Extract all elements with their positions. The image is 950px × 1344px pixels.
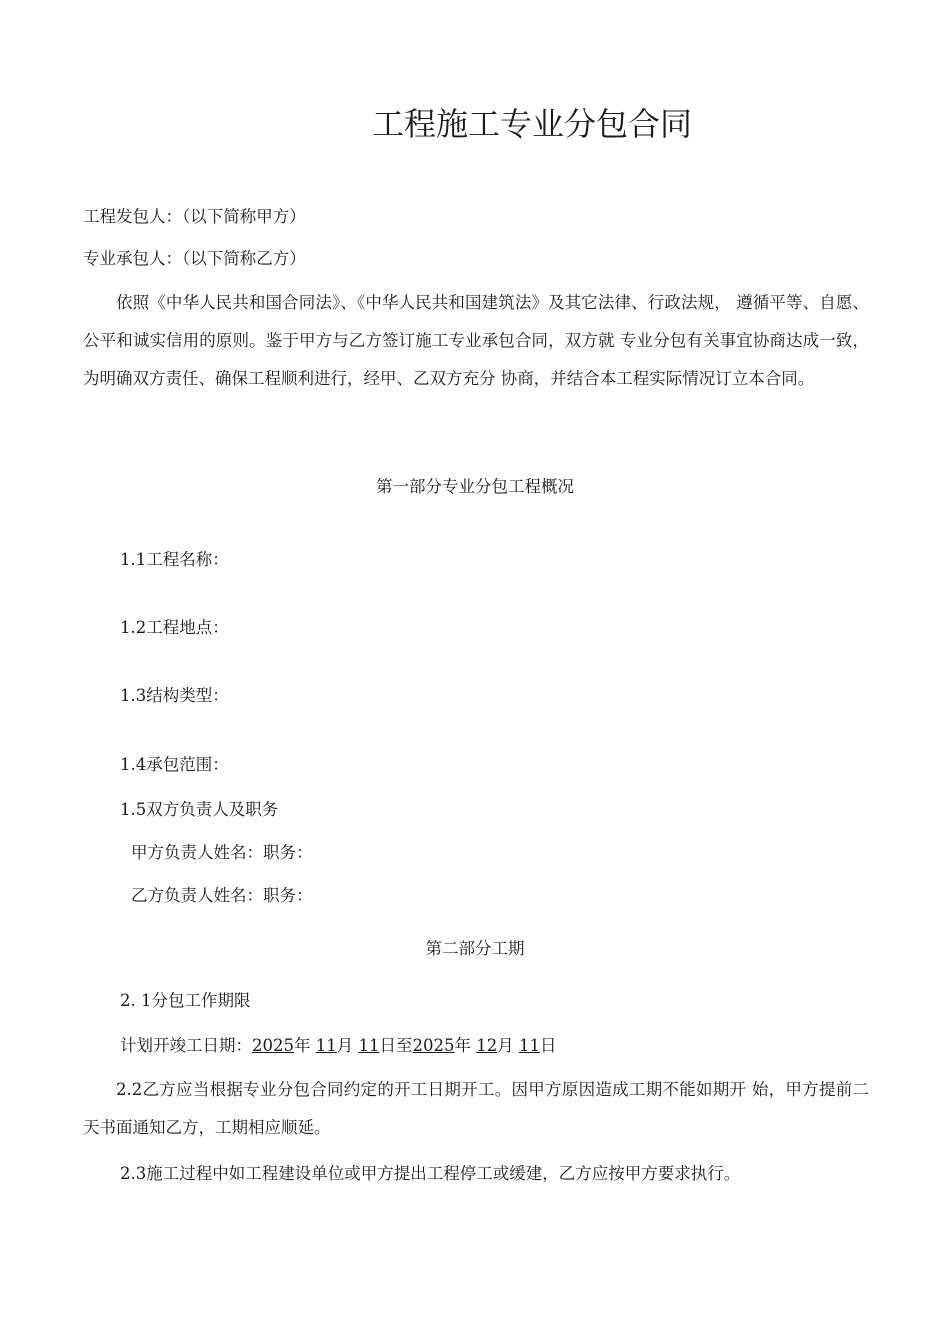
part1-heading: 第一部分专业分包工程概况	[376, 477, 574, 496]
end-year: 2025	[412, 1036, 455, 1055]
item-representatives: 1.5双方负责人及职务	[120, 800, 279, 819]
employer-line: 工程发包人：（以下简称甲方）	[83, 207, 306, 226]
end-day: 11	[519, 1036, 540, 1055]
preamble-paragraph: 依照《中华人民共和国合同法》、《中华人民共和国建筑法》及其它法律、行政法规， 遵循平等、自愿、公平和诚实信用的原则。鉴于甲方与乙方签订施工专业承包合同，双方就 专业分包有关事宜协商达成一致，为明确双方责任、确保工程顺利进行，经甲、乙双方充分 协商，并结合本工程实际情况订立本合同。	[83, 293, 869, 388]
party-a-representative: 甲方负责人姓名：职务：	[131, 843, 313, 862]
item-project-location: 1.2工程地点：	[120, 618, 229, 637]
party-b-representative: 乙方负责人姓名：职务：	[131, 886, 313, 905]
item-contract-scope: 1.4承包范围：	[120, 755, 229, 774]
contractor-line: 专业承包人：（以下简称乙方）	[83, 249, 306, 268]
end-month: 12	[476, 1036, 498, 1055]
start-day: 11	[358, 1036, 380, 1055]
range-to: 日至	[379, 1036, 413, 1055]
start-month: 11	[315, 1036, 337, 1055]
item-structure-type: 1.3结构类型：	[120, 686, 229, 705]
schedule-label: 计划开竣工日期：	[120, 1036, 252, 1055]
schedule-line	[120, 1036, 557, 1056]
part2-heading: 第二部分工期	[425, 939, 525, 958]
document-title: 工程施工专业分包合同	[372, 105, 693, 143]
unit-month-2: 月	[497, 1036, 514, 1055]
unit-month: 月	[336, 1036, 354, 1055]
item-commencement-clause: 2.2乙方应当根据专业分包合同约定的开工日期开工。因甲方原因造成工期不能如期开 始，甲方提前二天书面通知乙方，工期相应顺延。	[83, 1080, 869, 1137]
item-work-period: 2. 1分包工作期限	[120, 991, 251, 1010]
item-project-name: 1.1工程名称：	[120, 550, 229, 569]
unit-day: 日	[540, 1036, 557, 1055]
start-year: 2025	[252, 1036, 294, 1055]
unit-year-2: 年	[454, 1036, 471, 1055]
unit-year: 年	[294, 1036, 311, 1055]
item-suspension-clause: 2.3施工过程中如工程建设单位或甲方提出工程停工或缓建，乙方应按甲方要求执行。	[120, 1164, 741, 1183]
